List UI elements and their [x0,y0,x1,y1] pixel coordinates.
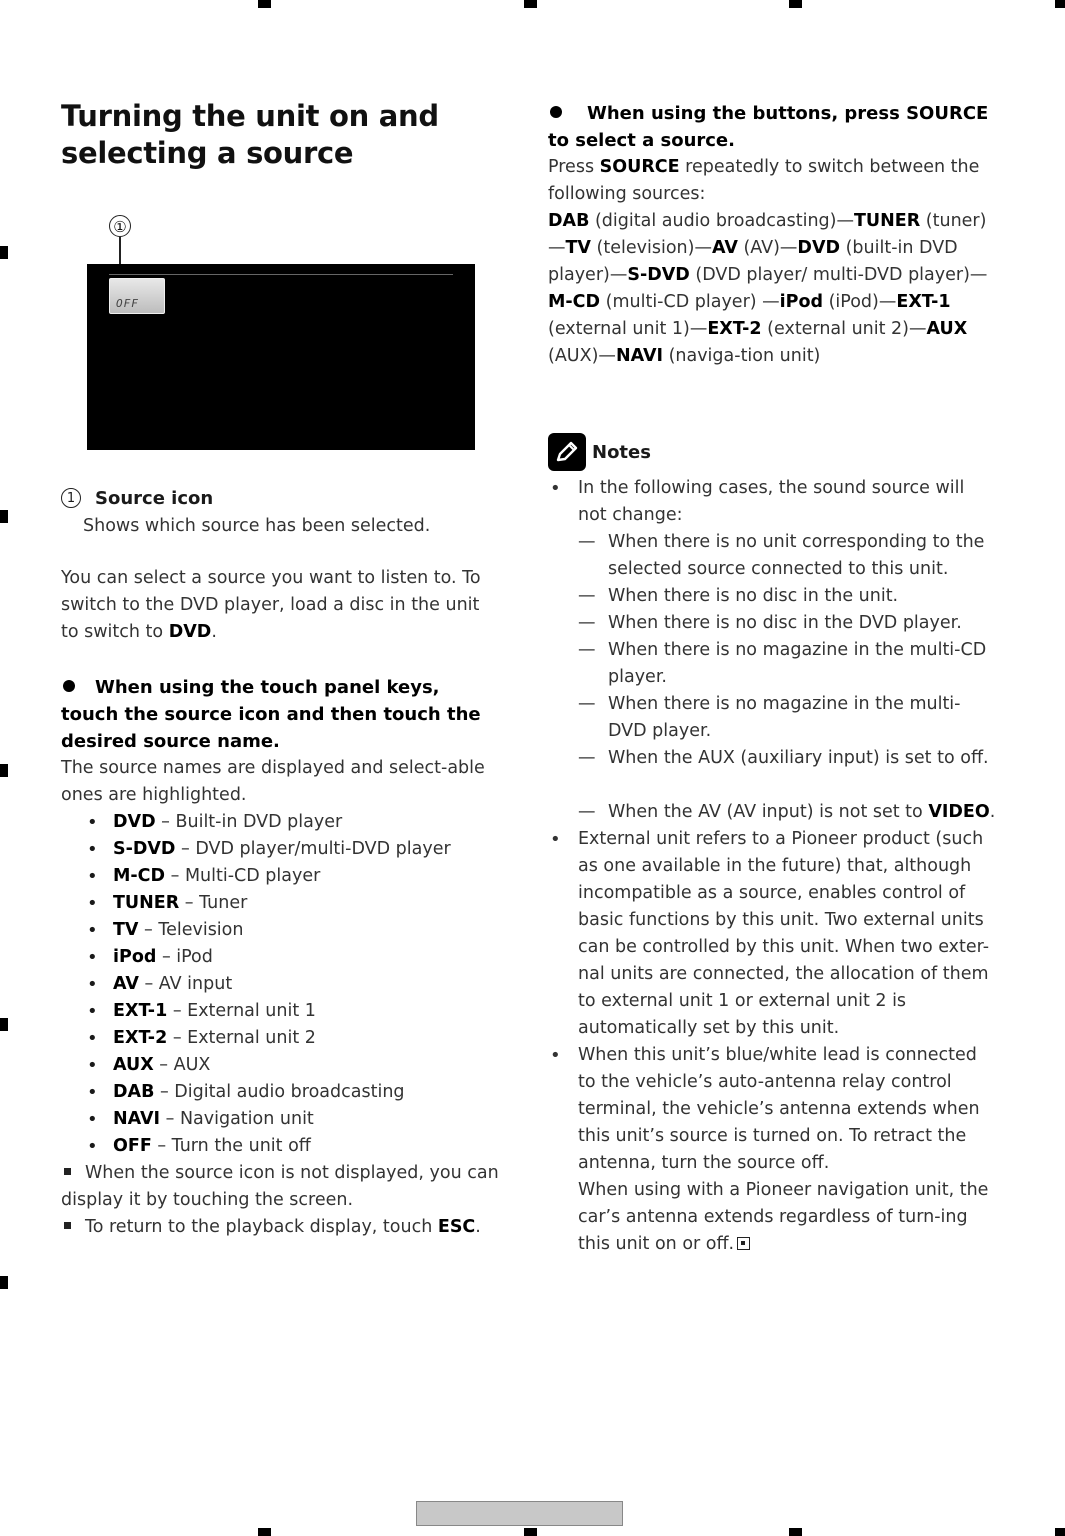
source-desc: – Multi-CD player [165,866,321,886]
intro-bold: DVD [168,622,212,642]
registration-mark [524,0,537,8]
source-desc: – Built-in DVD player [155,812,343,832]
registration-mark [0,246,8,259]
seq-desc: (DVD player/ multi-DVD player)— [689,265,988,285]
seq-desc: (digital audio broadcasting)— [589,211,854,231]
source-button-label: SOURCE [599,157,680,177]
dash-av-text: When the AV (AV input) is not set to [608,802,929,822]
list-item [87,1079,501,1106]
note-item [548,475,998,826]
registration-mark [0,764,8,777]
source-key: AUX [113,1055,154,1075]
seq-desc: (AV)— [737,238,798,258]
source-key: iPod [113,947,157,967]
seq-key: NAVI [615,346,663,366]
seq-desc: (television)— [590,238,712,258]
caption-title: Source icon [95,488,214,509]
note-item: • External unit refers to a Pioneer product (such as one available in the future) that, although incompatible as a source, enables control of basic functions by this unit. Two external units can be controlled by this unit. When two exter-nal units are connected, the allocation of them to external unit 1 or external unit 2 is automatically set by this unit. [548,826,998,1042]
source-key: TUNER [113,893,180,913]
caption-description: Shows which source has been selected. [83,516,431,536]
registration-mark [789,1528,802,1536]
source-key: AV [113,974,139,994]
note-text: In the following cases, the sound source will not change: [578,478,965,525]
source-desc: – Navigation unit [160,1109,314,1129]
source-key: OFF [113,1136,152,1156]
list-item [87,1025,501,1052]
dash-item: — When the AUX (auxiliary input) is set to off. [578,745,998,772]
seq-key: EXT-2 [707,319,762,339]
touch-note-1 [61,1160,501,1214]
seq-key: DVD [797,238,841,258]
figure-caption [61,485,501,540]
note-text: When using with a Pioneer navigation unit, the car’s antenna extends regardless of turn-ing this unit on or off. [578,1180,989,1254]
list-item [87,836,501,863]
source-key: DVD [113,812,156,832]
notes-list [548,475,998,1258]
buttons-heading-text: When using the buttons, press SOURCE to select a source. [548,103,989,151]
seq-desc: (external unit 1)— [548,319,708,339]
source-desc: – DVD player/multi-DVD player [175,839,451,859]
dash-item [578,799,998,826]
source-icon-label: OFF [116,297,139,310]
video-label: VIDEO [928,802,990,822]
left-column [61,98,501,1237]
intro-text: You can select a source you want to listen to. To switch to the DVD player, load a disc in the unit to switch to [61,568,481,642]
buttons-heading [548,100,998,154]
dash-item: — When there is no disc in the DVD player. [578,610,998,637]
source-desc: – External unit 1 [167,1001,316,1021]
list-item [87,1133,501,1160]
source-desc: – iPod [156,947,213,967]
end-mark-icon [737,1237,750,1250]
list-item [87,890,501,917]
display-screen [87,264,475,450]
screen-line [109,274,453,275]
bullet-dot [550,106,562,118]
source-desc: – Turn the unit off [151,1136,311,1156]
list-item [87,971,501,998]
touch-section [61,674,501,1241]
touch-note-2 [61,1214,501,1241]
dash-item: — When there is no unit corresponding to the selected source connected to this unit. [578,529,998,583]
seq-key: AV [711,238,738,258]
source-desc: – External unit 2 [167,1028,316,1048]
square-bullet [64,1222,71,1229]
source-desc: – Digital audio broadcasting [154,1082,405,1102]
bullet-dot [63,680,75,692]
buttons-paragraph [548,154,998,208]
list-item [87,917,501,944]
source-desc: – Television [138,920,244,940]
seq-key: S-DVD [627,265,690,285]
buttons-text: Press [548,157,600,177]
list-item [87,863,501,890]
seq-desc: (iPod)— [823,292,897,312]
note-text: When this unit’s blue/white lead is connected to the vehicle’s auto-antenna relay control terminal, the vehicle’s antenna extends when this unit’s source is turned on. To retract the antenna, turn the source off. [578,1045,980,1173]
dash-item: — When there is no magazine in the multi-DVD player. [578,691,998,745]
notes-header [548,433,651,471]
list-item [87,1052,501,1079]
registration-mark [524,1528,537,1536]
seq-desc: (built-in DVD player)— [548,238,958,285]
seq-key: iPod [779,292,824,312]
registration-mark [1055,0,1065,8]
registration-mark [1055,1528,1065,1536]
pencil-icon [548,433,586,471]
touch-note-2-text: To return to the playback display, touch [85,1217,438,1237]
source-sequence [548,208,998,370]
dash-item: — When there is no disc in the unit. [578,583,998,610]
seq-desc: (naviga-tion unit) [663,346,821,366]
seq-key: TV [565,238,591,258]
list-item [87,998,501,1025]
page-title: Turning the unit on and selecting a source [61,99,439,170]
buttons-section [548,100,998,370]
seq-desc: (tuner)— [548,211,987,258]
source-key: DAB [113,1082,155,1102]
registration-mark [0,1018,8,1031]
seq-desc: (external unit 2)— [761,319,927,339]
list-item [87,1106,501,1133]
source-icon[interactable] [109,278,165,314]
registration-mark [0,1276,8,1289]
touch-text: The source names are displayed and select-able ones are highlighted. [61,758,485,805]
source-key: NAVI [113,1109,161,1129]
source-key: S-DVD [113,839,176,859]
source-key: M-CD [113,866,166,886]
note-item [548,1042,998,1258]
source-key: TV [113,920,139,940]
buttons-text-post: repeatedly to switch between the following sources: [548,157,980,204]
callout-number: ① [109,215,131,237]
seq-desc: (AUX)— [548,346,616,366]
registration-mark [789,0,802,8]
registration-mark [0,510,8,523]
source-key: EXT-2 [113,1028,168,1048]
source-desc: – Tuner [179,893,248,913]
source-desc: – AV input [138,974,233,994]
notes-title: Notes [592,441,651,463]
touch-note-1-text: When the source icon is not displayed, you can display it by touching the screen. [61,1163,499,1210]
intro-paragraph [61,565,501,646]
seq-key: TUNER [854,211,921,231]
intro-end: . [211,622,217,642]
seq-key: DAB [548,211,590,231]
esc-key: ESC [437,1217,476,1237]
seq-key: M-CD [548,292,601,312]
touch-heading [61,674,501,755]
source-desc: – AUX [153,1055,211,1075]
footer-bar [416,1501,623,1526]
dash-list [578,529,998,826]
seq-key: EXT-1 [896,292,951,312]
touch-note-2-end: . [475,1217,481,1237]
dash-av-end: . [989,802,996,822]
touch-heading-text: When using the touch panel keys, touch the source icon and then touch the desired source name. [61,677,481,752]
source-list [61,809,501,1160]
list-item [87,809,501,836]
list-item [87,944,501,971]
seq-key: AUX [926,319,968,339]
source-key: EXT-1 [113,1001,168,1021]
dash-item: — When there is no magazine in the multi-CD player. [578,637,998,691]
square-bullet [64,1168,71,1175]
seq-desc: (multi-CD player) — [600,292,780,312]
registration-mark [258,1528,271,1536]
caption-number: 1 [61,488,81,508]
registration-mark [258,0,271,8]
